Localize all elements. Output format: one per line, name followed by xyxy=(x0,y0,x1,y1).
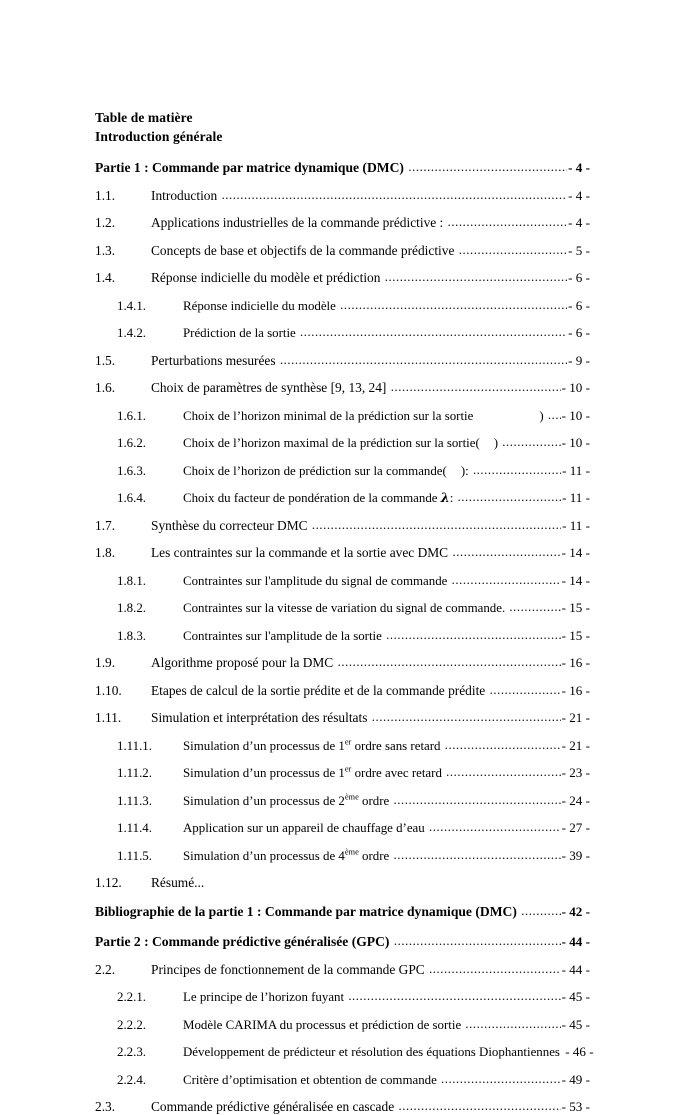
toc-dot-leader xyxy=(348,989,560,1004)
toc-entry-number: 1.11. xyxy=(95,710,122,725)
toc-entry-label-text: Choix de l’horizon de prédiction sur la commande( xyxy=(183,463,447,478)
toc-entry-label-suffix: ordre sans retard xyxy=(351,738,441,753)
toc-entry[interactable] xyxy=(95,710,590,726)
toc-entry-label-text: Application sur un appareil de chauffage d’eau xyxy=(183,821,425,835)
toc-dot-leader xyxy=(408,160,567,175)
toc-entry[interactable] xyxy=(95,628,590,644)
toc-dot-leader xyxy=(222,188,568,203)
toc-dot-leader xyxy=(280,353,567,368)
toc-entry-label-text: Contraintes sur l'amplitude du signal de commande xyxy=(183,573,448,588)
toc-entry-label xyxy=(151,710,371,725)
toc-entry-number: 2.2.3. xyxy=(117,1045,147,1059)
toc-entry-label xyxy=(183,739,444,754)
toc-dot-leader xyxy=(394,934,561,949)
toc-entry-number: 2.2.1. xyxy=(117,990,147,1004)
toc-entry-number: 1.10. xyxy=(95,682,122,698)
toc-entry-page-number: - 46 - xyxy=(565,1044,594,1059)
toc-entry-label xyxy=(151,545,451,560)
toc-entry-number: 1.4.1. xyxy=(117,298,147,313)
toc-entry-label-text: Développement de prédicteur et résolution des équations Diophantiennes xyxy=(183,1045,560,1059)
toc-entry-label-text: Contraintes sur l'amplitude de la sortie xyxy=(183,628,382,643)
toc-entry[interactable] xyxy=(95,600,590,616)
toc-entry[interactable] xyxy=(95,408,590,424)
toc-entry[interactable] xyxy=(95,1072,590,1088)
toc-dot-leader xyxy=(399,1099,561,1114)
toc-entry-label xyxy=(183,409,547,424)
toc-entry-label-suffix: ) xyxy=(493,436,499,450)
toc-entry-number: 1.5. xyxy=(95,352,116,368)
toc-entry-page-number: - 4 - xyxy=(568,215,590,230)
toc-entry[interactable] xyxy=(95,573,590,589)
toc-entry-page-number: - 49 - xyxy=(561,1071,590,1087)
toc-dot-leader xyxy=(445,738,561,753)
toc-dot-leader xyxy=(452,545,560,560)
toc-entry-page-number: - 44 - xyxy=(561,934,590,949)
toc-dot-leader xyxy=(459,243,567,258)
toc-entry-number: 2.2.4. xyxy=(117,1072,147,1087)
toc-entry-label xyxy=(183,601,508,616)
toc-entry-lambda-symbol: λ xyxy=(440,491,450,506)
toc-dot-leader xyxy=(340,298,567,313)
toc-entry-page-number: - 11 - xyxy=(562,517,590,533)
toc-entry[interactable] xyxy=(95,353,590,369)
toc-dot-leader xyxy=(338,655,561,670)
toc-entry-number: 1.11.1. xyxy=(117,738,152,753)
toc-entry-label-text: Choix de paramètres de synthèse [9, 13, 24] xyxy=(151,380,387,395)
toc-dot-leader xyxy=(372,710,561,725)
toc-entry[interactable] xyxy=(95,1044,594,1060)
toc-entry-label xyxy=(183,766,445,781)
toc-entry-label xyxy=(183,1073,440,1088)
toc-entry-label xyxy=(183,629,385,644)
toc-entry[interactable] xyxy=(95,215,590,231)
toc-entry[interactable] xyxy=(95,160,590,176)
toc-entry[interactable] xyxy=(95,298,590,314)
toc-entry-label xyxy=(183,574,451,589)
toc-entry-page-number: - 14 - xyxy=(561,545,590,560)
toc-entry-label-text: Simulation d’un processus de 4 xyxy=(183,848,345,863)
toc-entry-number: 1.8.1. xyxy=(117,573,147,588)
toc-entry-label-text: Choix de l’horizon maximal de la prédiction sur la sortie( xyxy=(183,436,480,450)
toc-entry[interactable] xyxy=(95,904,590,920)
toc-entry-page-number: - 16 - xyxy=(561,682,590,698)
toc-entry-page-number: - 16 - xyxy=(561,655,590,670)
toc-entry-number: 1.11.5. xyxy=(117,848,152,863)
toc-entry-label xyxy=(183,1045,563,1060)
toc-entry-label-text: Introduction xyxy=(151,187,218,203)
toc-entry[interactable] xyxy=(95,1099,590,1115)
toc-entry-page-number: - 39 - xyxy=(561,847,590,863)
toc-entry-label-text: Choix de l’horizon minimal de la prédiction sur la sortie xyxy=(183,408,474,423)
toc-entry[interactable] xyxy=(95,820,590,836)
toc-dot-leader xyxy=(465,1017,560,1032)
toc-entry-number: 1.8.3. xyxy=(117,628,147,643)
toc-entry-page-number: - 44 - xyxy=(561,961,590,977)
toc-entry-ordinal-superscript: ème xyxy=(344,847,359,857)
toc-entry-label xyxy=(95,160,407,175)
toc-entry-label xyxy=(183,464,472,479)
toc-entry-label-text: Le principe de l’horizon fuyant xyxy=(183,990,345,1004)
toc-entry[interactable] xyxy=(95,435,590,451)
toc-entry-number: 1.8. xyxy=(95,545,116,560)
toc-entry-label-text: Simulation d’un processus de 1 xyxy=(183,738,345,753)
toc-entry-label-text: Choix du facteur de pondération de la commande xyxy=(183,491,438,505)
toc-entry-label-suffix: ) xyxy=(539,408,544,423)
toc-entry-label xyxy=(151,875,208,890)
toc-entry-label-suffix: ordre avec retard xyxy=(351,766,442,780)
toc-entry[interactable] xyxy=(95,243,590,259)
toc-entry-page-number: - 6 - xyxy=(568,325,590,340)
heading-table-de-matiere: Table de matière xyxy=(95,110,193,125)
toc-entry-label xyxy=(151,270,384,285)
toc-entry-page-number: - 14 - xyxy=(561,572,590,588)
toc-entry[interactable] xyxy=(95,188,590,204)
toc-entry-page-number: - 4 - xyxy=(568,187,590,203)
toc-entry-label xyxy=(183,326,299,341)
toc-dot-leader xyxy=(300,325,567,340)
toc-entry[interactable] xyxy=(95,463,590,479)
toc-entry-page-number: - 11 - xyxy=(562,462,590,478)
toc-entry-number: 1.4.2. xyxy=(117,326,147,340)
toc-entry-label xyxy=(95,934,393,949)
toc-dot-leader xyxy=(429,962,561,977)
document-heading-block xyxy=(95,108,590,146)
toc-entry-label-text: Contraintes sur la vitesse de variation du signal de commande. xyxy=(183,601,506,615)
toc-entry-label-text: Simulation d’un processus de 2 xyxy=(183,793,345,808)
toc-entry-label xyxy=(183,299,339,314)
toc-entry[interactable] xyxy=(95,848,590,864)
toc-entry-label-text: Concepts de base et objectifs de la commande prédictive xyxy=(151,242,455,258)
toc-entry-label xyxy=(183,990,347,1005)
toc-entry[interactable] xyxy=(95,518,590,534)
toc-dot-leader xyxy=(490,683,561,698)
toc-entry-page-number: - 45 - xyxy=(561,989,590,1004)
toc-entry-number: 1.2. xyxy=(95,215,116,230)
toc-entry[interactable] xyxy=(95,962,590,978)
toc-entry[interactable] xyxy=(95,490,590,506)
toc-entry-label-suffix: : xyxy=(449,491,454,505)
toc-dot-leader xyxy=(393,793,560,808)
toc-entry-label-text: Critère d’optimisation et obtention de commande xyxy=(183,1072,437,1087)
toc-entry[interactable] xyxy=(95,793,590,809)
toc-entry-number: 1.8.2. xyxy=(117,601,147,615)
toc-entry[interactable] xyxy=(95,545,590,561)
toc-entry-label xyxy=(151,683,489,698)
toc-entry-label-text: Réponse indicielle du modèle et prédiction xyxy=(151,270,381,285)
toc-entry-label-text: Etapes de calcul de la sortie prédite et de la commande prédite xyxy=(151,682,486,698)
toc-dot-leader xyxy=(452,573,561,588)
toc-entry-label-text: Simulation d’un processus de 1 xyxy=(183,766,345,780)
toc-entry[interactable] xyxy=(95,765,590,781)
toc-entry[interactable] xyxy=(95,270,590,286)
toc-entry-label-text: Applications industrielles de la commande prédictive : xyxy=(151,215,444,230)
toc-entry-label xyxy=(183,849,392,864)
toc-entry-page-number: - 11 - xyxy=(562,490,590,505)
toc-entry-number: 1.6.1. xyxy=(117,408,147,423)
toc-entry-page-number: - 6 - xyxy=(568,297,590,313)
toc-entry-number: 1.7. xyxy=(95,517,116,533)
toc-entry-number: 1.6.2. xyxy=(117,436,147,450)
toc-entry-number: 1.6.3. xyxy=(117,463,147,478)
toc-entry-label xyxy=(183,1018,464,1033)
toc-entry[interactable] xyxy=(95,655,590,671)
toc-entry-page-number: - 10 - xyxy=(561,407,590,423)
toc-dot-leader xyxy=(446,765,561,780)
toc-entry[interactable] xyxy=(95,325,590,341)
toc-entry-number: 1.6.4. xyxy=(117,491,147,505)
toc-entry-page-number: - 23 - xyxy=(561,765,590,780)
toc-dot-leader xyxy=(385,270,567,285)
toc-entry-label xyxy=(151,380,390,395)
toc-entry[interactable] xyxy=(95,989,590,1005)
toc-entry-label-text: Partie 2 : Commande prédictive généralisée (GPC) xyxy=(95,934,390,949)
toc-entry-label-text: Bibliographie de la partie 1 : Commande par matrice dynamique (DMC) xyxy=(95,904,517,919)
toc-entry[interactable] xyxy=(95,683,590,699)
toc-entry-number: 1.9. xyxy=(95,655,116,670)
toc-entry-number: 1.1. xyxy=(95,187,116,203)
toc-entry-number: 1.3. xyxy=(95,242,116,258)
toc-entry-number: 1.12. xyxy=(95,875,122,890)
toc-entry[interactable] xyxy=(95,380,590,396)
toc-entry-page-number: - 21 - xyxy=(561,710,590,725)
toc-entry-page-number: - 5 - xyxy=(568,242,590,258)
toc-entry-page-number: - 9 - xyxy=(568,352,590,368)
toc-entry-label xyxy=(151,962,428,977)
toc-dot-leader xyxy=(548,408,561,423)
toc-entry-number: 2.2.2. xyxy=(117,1017,147,1032)
toc-entry-label xyxy=(151,243,458,258)
toc-entry-page-number: - 21 - xyxy=(561,737,590,753)
toc-entry-label xyxy=(95,904,520,919)
toc-entry-label-text: Synthèse du correcteur DMC xyxy=(151,517,308,533)
toc-entry-ordinal-superscript: er xyxy=(344,764,352,774)
toc-entry-page-number: - 27 - xyxy=(561,820,590,835)
toc-entry-label-text: Commande prédictive généralisée en cascade xyxy=(151,1099,395,1114)
toc-entry-page-number: - 53 - xyxy=(561,1099,590,1114)
toc-entry-page-number: - 15 - xyxy=(561,627,590,643)
toc-entry[interactable] xyxy=(95,738,590,754)
toc-entry-label-text: Principes de fonctionnement de la commande GPC xyxy=(151,961,425,977)
toc-entry-label xyxy=(151,353,279,368)
toc-dot-leader xyxy=(509,600,560,615)
toc-entry-number: 1.6. xyxy=(95,380,116,395)
toc-entry-label-text: Résumé... xyxy=(151,875,205,890)
toc-entry-page-number: - 42 - xyxy=(561,904,590,919)
toc-entry-label xyxy=(151,188,221,203)
toc-dot-leader xyxy=(312,518,561,533)
toc-entry-label-suffix: ): xyxy=(460,463,469,478)
toc-entry-ordinal-superscript: ème xyxy=(344,792,359,802)
toc-dot-leader xyxy=(386,628,561,643)
toc-entry-number: 2.3. xyxy=(95,1099,116,1114)
toc-entry-number: 2.2. xyxy=(95,961,116,977)
toc-entry-label xyxy=(183,794,392,809)
toc-entry-page-number: - 45 - xyxy=(561,1016,590,1032)
toc-entry-ordinal-superscript: er xyxy=(344,737,352,747)
toc-entry-label xyxy=(183,821,428,836)
toc-dot-leader xyxy=(458,490,562,505)
toc-dot-leader xyxy=(521,904,560,919)
toc-entry[interactable] xyxy=(95,934,590,950)
toc-entry-label-text: Les contraintes sur la commande et la sortie avec DMC xyxy=(151,545,449,560)
toc-dot-leader xyxy=(391,380,561,395)
toc-dot-leader xyxy=(441,1072,561,1087)
toc-entry-page-number: - 15 - xyxy=(561,600,590,615)
toc-entry[interactable] xyxy=(95,1017,590,1033)
toc-entry[interactable] xyxy=(95,875,590,890)
toc-dot-leader xyxy=(448,215,568,230)
toc-entry-page-number: - 10 - xyxy=(561,435,590,450)
toc-entry-page-number: - 24 - xyxy=(561,792,590,808)
toc-entry-label xyxy=(151,215,447,230)
toc-entry-page-number: - 4 - xyxy=(568,160,590,175)
toc-entry-label-suffix: ordre xyxy=(358,848,390,863)
toc-dot-leader xyxy=(429,820,561,835)
toc-entry-label-text: Modèle CARIMA du processus et prédiction de sortie xyxy=(183,1017,462,1032)
toc-entry-label-text: Algorithme proposé pour la DMC xyxy=(151,655,334,670)
toc-entry-number: 1.11.4. xyxy=(117,821,152,835)
toc-entry-label xyxy=(183,491,457,506)
table-of-contents xyxy=(95,160,594,1115)
toc-entry-number: 1.4. xyxy=(95,270,116,285)
toc-dot-leader xyxy=(502,435,560,450)
toc-entry-label xyxy=(151,655,337,670)
toc-entry-page-number: - 10 - xyxy=(561,380,590,395)
toc-entry-number: 1.11.3. xyxy=(117,793,152,808)
toc-entry-label-text: Prédiction de la sortie xyxy=(183,326,296,340)
toc-entry-label-text: Simulation et interprétation des résultats xyxy=(151,710,368,725)
toc-entry-label xyxy=(151,1099,398,1114)
toc-entry-label xyxy=(183,436,501,451)
toc-dot-leader xyxy=(473,463,561,478)
heading-introduction-generale: Introduction générale xyxy=(95,129,223,144)
toc-entry-label-text: Perturbations mesurées xyxy=(151,352,276,368)
toc-dot-leader xyxy=(393,848,560,863)
toc-entry-label-text: Réponse indicielle du modèle xyxy=(183,298,336,313)
toc-entry-label-suffix: ordre xyxy=(358,793,390,808)
toc-entry-page-number: - 6 - xyxy=(568,270,590,285)
toc-entry-label xyxy=(151,518,311,533)
toc-entry-number: 1.11.2. xyxy=(117,766,152,780)
toc-entry-label-text: Partie 1 : Commande par matrice dynamique (DMC) xyxy=(95,160,404,175)
